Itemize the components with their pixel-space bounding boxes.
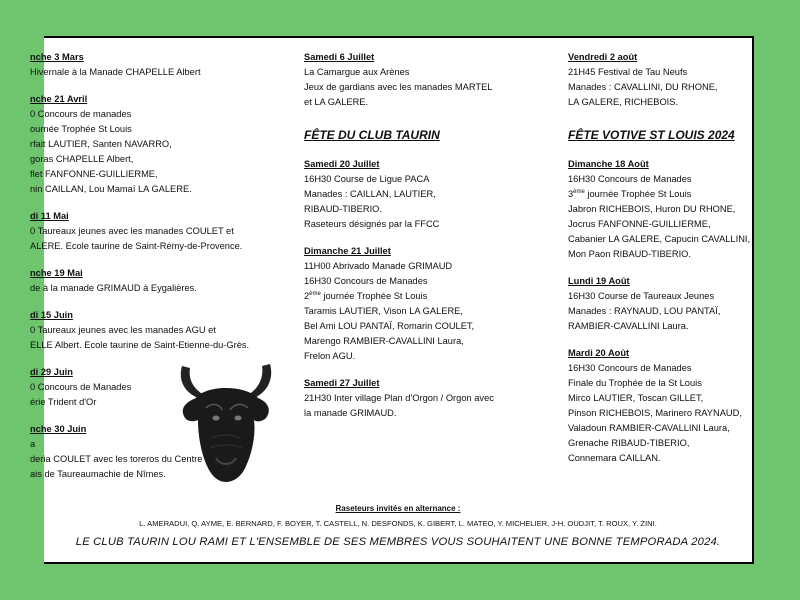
event-1	[568, 157, 768, 262]
rasteurs-title	[44, 504, 752, 513]
event-line: 21H45 Festival de Tau Neufs	[568, 67, 688, 77]
section-title: FÊTE VOTIVE ST LOUIS 2024	[568, 128, 735, 142]
event-line: Jabron RICHEBOIS, Huron DU RHONE,	[568, 204, 736, 214]
event-line: Mirco LAUTIER, Toscan GILLET,	[568, 393, 704, 403]
event-line: Manades : RAYNAUD, LOU PANTAÏ,	[568, 306, 721, 316]
event-line: Frelon AGU.	[304, 351, 356, 361]
event-date: di 29 Juin	[30, 367, 73, 377]
event-date: Samedi 6 Juillet	[304, 52, 375, 62]
event-3	[568, 346, 768, 466]
event-line: Jeux de gardians avec les manades MARTEL	[304, 82, 493, 92]
ordinal-suffix: ème	[573, 188, 585, 195]
event-date: Lundi 19 Août	[568, 276, 630, 286]
event-line: ournée Trophée St Louis	[30, 124, 132, 134]
ordinal-number: 3	[568, 189, 574, 199]
event-line: 0 Concours de manades	[30, 109, 132, 119]
event-line: RIBAUD-TIBERIO.	[304, 204, 382, 214]
event-line: Manades : CAILLAN, LAUTIER,	[304, 189, 436, 199]
event-line: Finale du Trophée de la St Louis	[568, 378, 702, 388]
ordinal-suffix: ème	[309, 290, 321, 297]
event-date: Samedi 27 Juillet	[304, 378, 380, 388]
event-3	[304, 376, 554, 421]
event-line: deria COULET avec les toreros du Centre	[30, 454, 203, 464]
event-line: 21H30 Inter village Plan d'Orgon / Orgon avec	[304, 393, 494, 403]
event-5	[30, 308, 270, 353]
event-date: nche 19 Mai	[30, 268, 83, 278]
section-title: FÊTE DU CLUB TAURIN	[304, 128, 440, 142]
rasteurs-title-colon: :	[455, 504, 461, 513]
event-date: Dimanche 18 Août	[568, 159, 649, 169]
event-line: Pinson RICHEBOIS, Marinero RAYNAUD,	[568, 408, 742, 418]
event-line: la manade GRIMAUD.	[304, 408, 397, 418]
event-line: 0 Concours de Manades	[30, 382, 132, 392]
event-line: RAMBIER-CAVALLINI Laura.	[568, 321, 689, 331]
event-line: Grenache RIBAUD-TIBERIO,	[568, 438, 690, 448]
event-line: et LA GALERE.	[304, 97, 369, 107]
event-line: Valadoun RAMBIER-CAVALLINI Laura,	[568, 423, 730, 433]
column-3	[568, 50, 768, 478]
event-line: La Camargue aux Arènes	[304, 67, 410, 77]
event-line: 16H30 Concours de Manades	[568, 174, 692, 184]
event-1	[30, 50, 270, 80]
event-date: nche 21 Avril	[30, 94, 88, 104]
event-line: goras CHAPELLE Albert,	[30, 154, 134, 164]
event-line: Raseteurs désignés par la FFCC	[304, 219, 440, 229]
ordinal-text: journée Trophée St Louis	[320, 291, 428, 301]
event-line: 16H30 Concours de Manades	[568, 363, 692, 373]
footer	[44, 504, 752, 548]
column-2	[304, 50, 554, 433]
event-date: nche 3 Mars	[30, 52, 84, 62]
event-line: 16H30 Concours de Manades	[304, 276, 428, 286]
event-line: 16H30 Course de Ligue PACA	[304, 174, 430, 184]
rasteurs-title-text: Raseteurs invités en alternance	[335, 504, 456, 513]
event-line: Marengo RAMBIER-CAVALLINI Laura,	[304, 336, 464, 346]
event-line: Hivernale à la Manade CHAPELLE Albert	[30, 67, 201, 77]
event-3	[30, 209, 270, 254]
program-sheet	[30, 36, 754, 564]
event-date: Samedi 20 Juillet	[304, 159, 380, 169]
event-line: flet FANFONNE-GUILLIERME,	[30, 169, 158, 179]
event-date: Mardi 20 Août	[568, 348, 630, 358]
event-line-ordinal	[568, 187, 768, 202]
event-line: nin CAILLAN, Lou Mamaï LA GALERE.	[30, 184, 192, 194]
event-line: 0 Taureaux jeunes avec les manades AGU et	[30, 325, 216, 335]
event-line: 0 Taureaux jeunes avec les manades COULET et	[30, 226, 234, 236]
event-top	[568, 50, 768, 110]
event-2	[568, 274, 768, 334]
event-4	[30, 266, 270, 296]
event-line: 16H30 Course de Taureaux Jeunes	[568, 291, 715, 301]
event-line: Jocrus FANFONNE-GUILLIERME,	[568, 219, 711, 229]
event-line: ais de Taureaumachie de Nîmes.	[30, 469, 166, 479]
event-date: Dimanche 21 Juillet	[304, 246, 391, 256]
event-top	[304, 50, 554, 110]
bull-head-icon	[176, 358, 276, 483]
event-line: Bel Ami LOU PANTAÏ, Romarin COULET,	[304, 321, 475, 331]
event-date: di 11 Mai	[30, 211, 69, 221]
event-date: Vendredi 2 août	[568, 52, 638, 62]
event-line: Manades : CAVALLINI, DU RHONE,	[568, 82, 718, 92]
event-line: de à la manade GRIMAUD à Eygalières.	[30, 283, 197, 293]
event-date: nche 30 Juin	[30, 424, 87, 434]
event-line: Cabanier LA GALERE, Capucin CAVALLINI,	[568, 234, 751, 244]
ordinal-text: journée Trophée St Louis	[584, 189, 692, 199]
event-line: Mon Paon RIBAUD-TIBERIO.	[568, 249, 691, 259]
event-line: Taramis LAUTIER, Vison LA GALERE,	[304, 306, 463, 316]
event-line: ELLE Albert. Ecole taurine de Saint-Etienne-du-Grès.	[30, 340, 250, 350]
event-1	[304, 157, 554, 232]
event-line: a	[30, 439, 36, 449]
event-line: LA GALERE, RICHEBOIS.	[568, 97, 679, 107]
ordinal-number: 2	[304, 291, 310, 301]
event-date: di 15 Juin	[30, 310, 73, 320]
event-line: Connemara CAILLAN.	[568, 453, 661, 463]
event-line-ordinal	[304, 289, 554, 304]
rasteurs-names: L. AMERADUI, Q. AYME, E. BERNARD, F. BOYER, T. CASTELL, N. DESFONDS, K. GIBERT, L. MATEO, Y. MICHELIER, J-H. OUDJIT, T. ROUX, Y. ZINI.	[139, 519, 657, 528]
event-line: 11H00 Abrivado Manade GRIMAUD	[304, 261, 453, 271]
event-line: érie Trident d'Or	[30, 397, 97, 407]
event-2	[304, 244, 554, 364]
event-line: ALERE. Ecole taurine de Saint-Rémy-de-Provence.	[30, 241, 243, 251]
event-2	[30, 92, 270, 197]
closing-message: LE CLUB TAURIN LOU RAMI ET L'ENSEMBLE DE SES MEMBRES VOUS SOUHAITENT UNE BONNE TEMPORADA 2024.	[75, 536, 721, 548]
event-line: rfait LAUTIER, Santen NAVARRO,	[30, 139, 172, 149]
